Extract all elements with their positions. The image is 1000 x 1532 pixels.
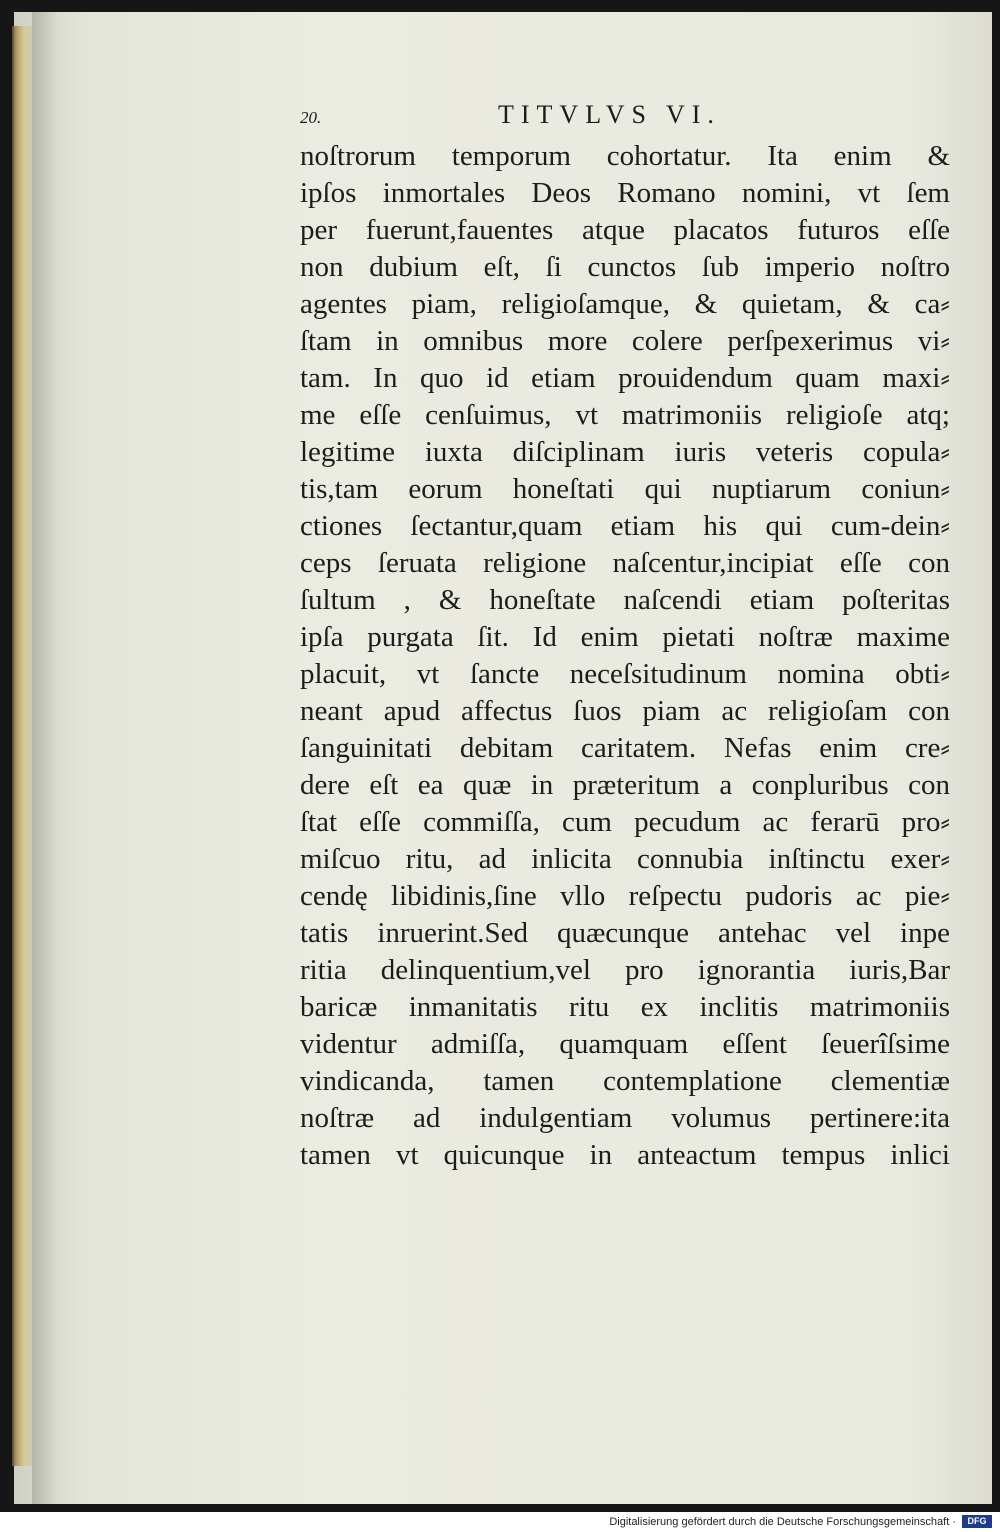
running-head	[300, 100, 960, 134]
text-line: per fuerunt,fauentes atque placatos futuros eſſe	[300, 214, 950, 246]
text-line: agentes piam, religioſamque, & quietam, & ca⸗	[300, 288, 950, 320]
section-title: TITVLVS VI.	[498, 100, 721, 129]
text-line: tam. In quo id etiam prouidendum quam maxi⸗	[300, 362, 950, 394]
text-line: ritia delinquentium,vel pro ignorantia iuris,Bar	[300, 954, 950, 986]
text-line: ipſos inmortales Deos Romano nomini, vt ſem	[300, 177, 950, 209]
text-line: ſtam in omnibus more colere perſpexerimus vi⸗	[300, 325, 950, 357]
text-line: neant apud affectus ſuos piam ac religioſam con	[300, 695, 950, 727]
page-number: 20.	[300, 108, 322, 127]
text-line: non dubium eſt, ſi cunctos ſub imperio noſtro	[300, 251, 950, 283]
footer-credit: Digitalisierung gefördert durch die Deutsche Forschungsgemeinschaft ·	[609, 1516, 956, 1528]
text-line: ſtat eſſe commiſſa, cum pecudum ac ferarū pro⸗	[300, 806, 950, 838]
text-line: noſtræ ad indulgentiam volumus pertinere:ita	[300, 1102, 950, 1134]
text-line: vindicanda, tamen contemplatione clementiæ	[300, 1065, 950, 1097]
text-line: me eſſe cenſuimus, vt matrimoniis religioſe atq;	[300, 399, 950, 431]
text-line: ctiones ſectantur,quam etiam his qui cum-dein⸗	[300, 510, 950, 542]
text-line: baricæ inmanitatis ritu ex inclitis matrimoniis	[300, 991, 950, 1023]
text-line: noſtrorum temporum cohortatur. Ita enim &	[300, 140, 950, 172]
text-line: ſultum , & honeſtate naſcendi etiam poſteritas	[300, 584, 950, 616]
dfg-logo-icon: DFG	[962, 1515, 992, 1528]
gutter-shadow	[32, 12, 58, 1504]
text-line: ceps ſeruata religione naſcentur,incipiat eſſe con	[300, 547, 950, 579]
text-line: tis,tam eorum honeſtati qui nuptiarum coniun⸗	[300, 473, 950, 505]
text-line: cendę libidinis,ſine vllo reſpectu pudoris ac pie⸗	[300, 880, 950, 912]
text-line: tatis inruerint.Sed quæcunque antehac vel inpe	[300, 917, 950, 949]
text-line: legitime iuxta diſciplinam iuris veteris copula⸗	[300, 436, 950, 468]
text-line: dere eſt ea quæ in præteritum a conpluribus con	[300, 769, 950, 801]
text-line: miſcuo ritu, ad inlicita connubia inſtinctu exer⸗	[300, 843, 950, 875]
text-line: tamen vt quicunque in anteactum tempus inlici	[300, 1139, 950, 1171]
page-gilt-edge	[12, 26, 32, 1466]
text-line: placuit, vt ſancte neceſsitudinum nomina obti⸗	[300, 658, 950, 690]
text-line: videntur admiſſa, quamquam eſſent ſeuerîſsime	[300, 1028, 950, 1060]
body-text	[300, 138, 950, 1174]
text-line: ipſa purgata ſit. Id enim pietati noſtræ maxime	[300, 621, 950, 653]
text-line: ſanguinitati debitam caritatem. Nefas enim cre⸗	[300, 732, 950, 764]
